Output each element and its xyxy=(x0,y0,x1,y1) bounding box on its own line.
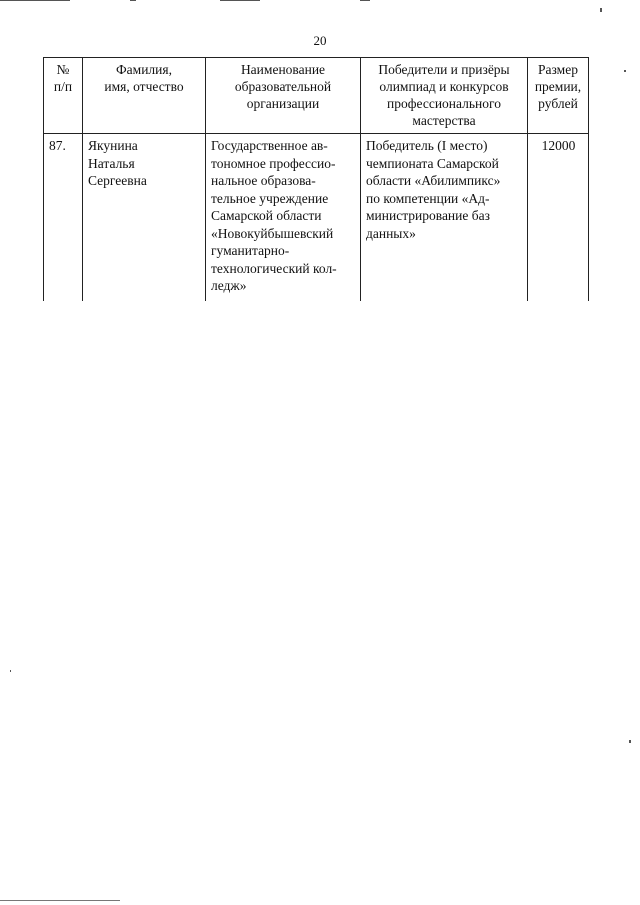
header-num: № п/п xyxy=(44,58,83,134)
header-organization: Наименование образовательной организации xyxy=(206,58,361,134)
header-award: Победители и призёры олимпиад и конкурсов профессионального мастерства xyxy=(361,58,528,134)
row-award: Победитель (I место) чемпионата Самарской области «Абилимпикс» по компетенции «Ад- министрирование баз данных» xyxy=(361,134,528,301)
page-number: 20 xyxy=(313,33,327,48)
header-name: Фамилия, имя, отчество xyxy=(83,58,206,134)
row-number: 87. xyxy=(44,134,83,301)
table-header-row xyxy=(44,58,589,134)
scan-speck xyxy=(624,70,626,72)
table-row xyxy=(44,134,589,301)
awards-table xyxy=(43,57,589,301)
scan-edge-top xyxy=(0,0,640,1)
scan-speck xyxy=(10,670,11,672)
scan-edge-bottom xyxy=(0,900,120,901)
row-award-amount: 12000 xyxy=(528,134,589,301)
scan-speck xyxy=(600,8,602,12)
header-amount: Размер премии, рублей xyxy=(528,58,589,134)
scan-speck xyxy=(629,740,631,743)
row-organization: Государственное ав- тономное профессио- нальное образова- тельное учреждение Самарской области «Новокуйбышевский гуманитарно- технологический кол- ледж» xyxy=(206,134,361,301)
row-full-name: Якунина Наталья Сергеевна xyxy=(83,134,206,301)
